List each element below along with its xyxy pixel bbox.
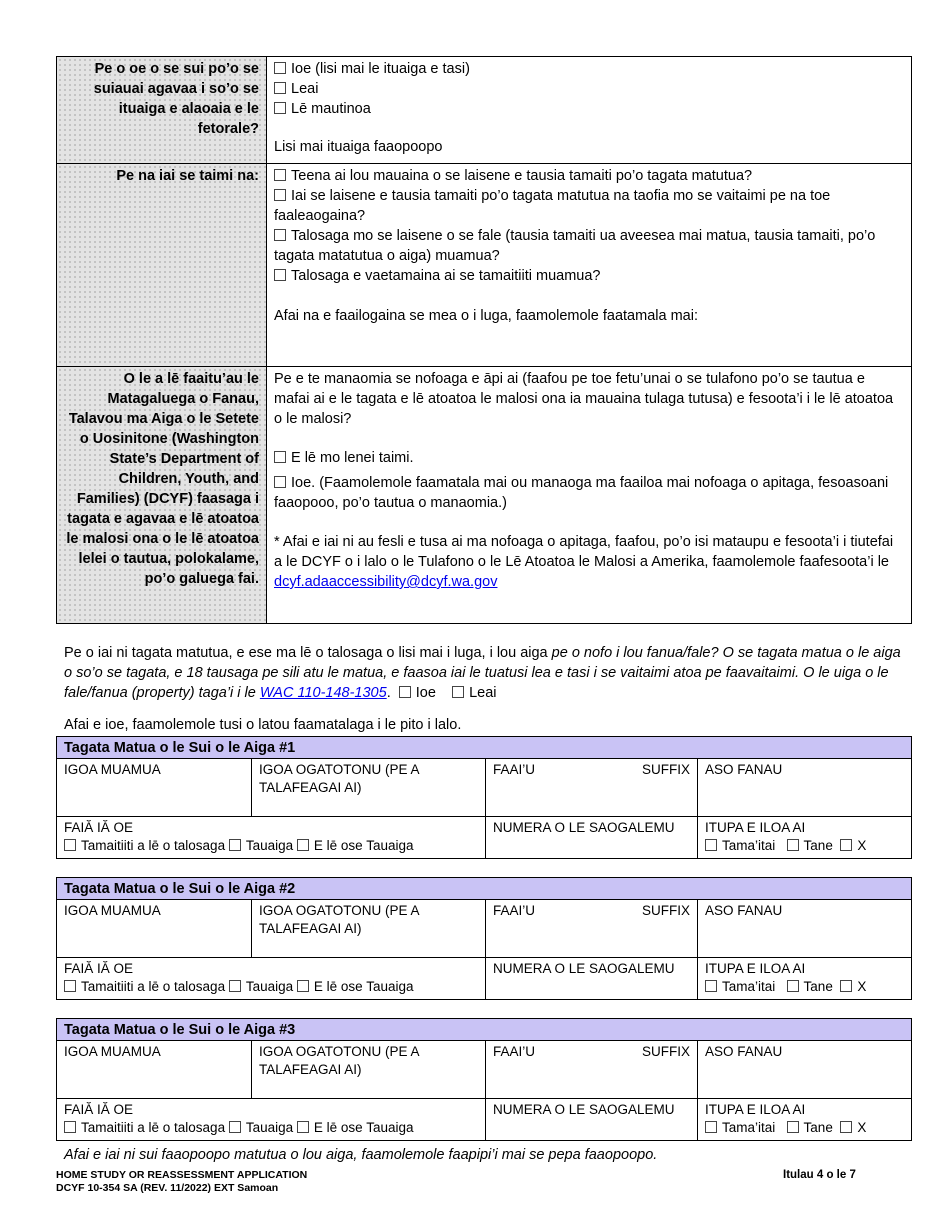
form-title: HOME STUDY OR REASSESSMENT APPLICATION <box>56 1169 308 1181</box>
rel-spouse[interactable]: Tauaiga <box>229 838 293 853</box>
phone-field[interactable]: NUMERA O LE SAOGALEMU <box>486 958 698 1000</box>
checkbox[interactable] <box>229 980 241 992</box>
relationship-field: FAIĂ IĂ OE Tamaitiiti a lē o talosaga Tauaiga E lē ose Tauaiga <box>57 958 486 1000</box>
checkbox[interactable] <box>297 1121 309 1133</box>
gender-female[interactable]: Tama’itai <box>705 838 775 853</box>
household-yes[interactable]: Ioe <box>395 685 436 701</box>
checkbox[interactable] <box>64 980 76 992</box>
member-header: Tagata Matua o le Sui o le Aiga #3 <box>57 1019 912 1041</box>
first-name-field[interactable]: IGOA MUAMUA <box>57 900 252 958</box>
dob-field[interactable]: ASO FANAU <box>698 1041 912 1099</box>
rel-spouse[interactable]: Tauaiga <box>229 979 293 994</box>
checkbox[interactable] <box>274 269 286 281</box>
question-table-wrapper <box>56 56 912 624</box>
question-row-federal-tribe <box>57 57 912 164</box>
member-table-1 <box>56 736 912 859</box>
checkbox[interactable] <box>297 980 309 992</box>
question-answer <box>267 164 912 367</box>
checkbox[interactable] <box>840 1121 852 1133</box>
rel-child[interactable]: Tamaitiiti a lē o talosaga <box>64 979 225 994</box>
question-label: O le a lē faaitu’au le Matagaluega o Fanau, Talavou ma Aiga o le Setete o Uosinitone (Washington State’s Department of Children, Youth, and Families) (DCYF) faasaga i tagata e agavaa e lē atoatoa le malosi ona o le lē atoatoa lelei o tautua, polokalame, po’o galuega fai. <box>57 367 267 624</box>
checkbox[interactable] <box>705 839 717 851</box>
member-header: Tagata Matua o le Sui o le Aiga #1 <box>57 737 912 759</box>
option-prior-application[interactable]: Talosaga mo se laisene o se fale (tausia tamaiti ua aveesea mai matua, tausia tamaiti, po’o tagata matatutua o aiga) muamua? <box>274 228 876 264</box>
checkbox[interactable] <box>452 686 464 698</box>
explain-note: Afai na e faailogaina se mea o i luga, faamolemole faatamala mai: <box>274 308 698 324</box>
household-instruction: Afai e ioe, faamolemole tusi o latou faamatalaga i le pito i lalo. <box>64 717 462 733</box>
page-number: Itulau 4 o le 7 <box>783 1169 856 1181</box>
gender-field: ITUPA E ILOA AI Tama’itai Tane X <box>698 817 912 859</box>
option-no[interactable]: Leai <box>274 79 904 99</box>
checkbox[interactable] <box>840 980 852 992</box>
phone-field[interactable]: NUMERA O LE SAOGALEMU <box>486 1099 698 1141</box>
question-label: Pe o oe o se sui po’o se suiauai agavaa i so’o se ituaiga e alaoaia e le fetorale? <box>57 57 267 164</box>
gender-female[interactable]: Tama’itai <box>705 1120 775 1135</box>
member-table-2 <box>56 877 912 1000</box>
dob-field[interactable]: ASO FANAU <box>698 900 912 958</box>
gender-field: ITUPA E ILOA AI Tama’itai Tane X <box>698 1099 912 1141</box>
checkbox[interactable] <box>840 839 852 851</box>
member-table-3 <box>56 1018 912 1141</box>
accommodation-question: Pe e te manaomia se nofoaga e āpi ai (faafou pe toe fetu’unai o se tulafono po’o se tautua e mafai ai e le tagata e lē atoatoa le malosi ona ia mauaina tulaga tutusa) e fesoota’i i le lē atoatoa o le malosi? <box>274 371 894 427</box>
ada-footnote: * Afai e iai ni au fesli e tusa ai ma nofoaga o apitaga, faafou, po’o isi mataupu e fesoota’i i tiutefai a le DCYF o i lalo o le Tulafono o le Lē Atoatoa le Malosi a Amerika, faamolemole faafesoota’i le dcyf.adaaccessibility@dcyf.wa.gov <box>274 534 894 590</box>
checkbox[interactable] <box>787 980 799 992</box>
first-name-field[interactable]: IGOA MUAMUA <box>57 1041 252 1099</box>
checkbox[interactable] <box>787 1121 799 1133</box>
question-table <box>56 56 912 624</box>
last-name-field[interactable]: IGOA OGATOTONU (PE A TALAFEAGAI AI) <box>252 759 486 817</box>
checkbox[interactable] <box>64 1121 76 1133</box>
form-number: DCYF 10-354 SA (REV. 11/2022) EXT Samoan <box>56 1182 279 1194</box>
gender-male[interactable]: Tane <box>787 1120 833 1135</box>
checkbox[interactable] <box>399 686 411 698</box>
rel-not-spouse[interactable]: E lē ose Tauaiga <box>297 838 414 853</box>
checkbox[interactable] <box>274 82 286 94</box>
gender-female[interactable]: Tama’itai <box>705 979 775 994</box>
checkbox[interactable] <box>274 451 286 463</box>
rel-not-spouse[interactable]: E lē ose Tauaiga <box>297 1120 414 1135</box>
last-name-field[interactable]: IGOA OGATOTONU (PE A TALAFEAGAI AI) <box>252 900 486 958</box>
household-no[interactable]: Leai <box>440 685 497 701</box>
closing-note: Afai e iai ni sui faaopoopo matutua o lou aiga, faamolemole faapipi’i mai se pepa faaopoopo. <box>64 1147 658 1163</box>
question-row-accommodation <box>57 367 912 624</box>
phone-field[interactable]: NUMERA O LE SAOGALEMU <box>486 817 698 859</box>
middle-suffix-field[interactable]: FAAI’U SUFFIX <box>486 1041 698 1099</box>
additional-tribes-note: Lisi mai ituaiga faaopoopo <box>274 139 443 155</box>
option-yes-accommodation[interactable]: Ioe. (Faamolemole faamatala mai ou manaoga ma faailoa mai nofoaga o apitaga, fesoasoani faaopooo, po’o tautua o manaomia.) <box>274 475 889 511</box>
checkbox[interactable] <box>705 1121 717 1133</box>
question-answer <box>267 367 912 624</box>
gender-x[interactable]: X <box>840 979 866 994</box>
middle-suffix-field[interactable]: FAAI’U SUFFIX <box>486 759 698 817</box>
form-footer <box>56 1169 307 1195</box>
gender-field: ITUPA E ILOA AI Tama’itai Tane X <box>698 958 912 1000</box>
member-header: Tagata Matua o le Sui o le Aiga #2 <box>57 878 912 900</box>
checkbox[interactable] <box>705 980 717 992</box>
checkbox[interactable] <box>274 62 286 74</box>
option-denied-license[interactable]: Teena ai lou mauaina o se laisene e tausia tamaiti po’o tagata matutua? <box>274 166 904 186</box>
relationship-field: FAIĂ IĂ OE Tamaitiiti a lē o talosaga Tauaiga E lē ose Tauaiga <box>57 817 486 859</box>
question-answer <box>267 57 912 164</box>
checkbox[interactable] <box>274 102 286 114</box>
checkbox[interactable] <box>787 839 799 851</box>
gender-x[interactable]: X <box>840 838 866 853</box>
wac-link[interactable]: WAC 110-148-1305 <box>259 685 387 701</box>
question-label: Pe na iai se taimi na: <box>57 164 267 367</box>
rel-child[interactable]: Tamaitiiti a lē o talosaga <box>64 838 225 853</box>
question-row-history <box>57 164 912 367</box>
checkbox[interactable] <box>229 839 241 851</box>
last-name-field[interactable]: IGOA OGATOTONU (PE A TALAFEAGAI AI) <box>252 1041 486 1099</box>
option-unsure[interactable]: Lē mautinoa <box>274 99 904 119</box>
option-yes[interactable]: Ioe (lisi mai le ituaiga e tasi) <box>274 59 904 79</box>
option-not-now[interactable]: E lē mo lenei taimi. <box>274 448 904 468</box>
rel-spouse[interactable]: Tauaiga <box>229 1120 293 1135</box>
dob-field[interactable]: ASO FANAU <box>698 759 912 817</box>
rel-not-spouse[interactable]: E lē ose Tauaiga <box>297 979 414 994</box>
option-prior-adoption[interactable]: Talosaga e vaetamaina ai se tamaitiiti muamua? <box>274 266 904 286</box>
rel-child[interactable]: Tamaitiiti a lē o talosaga <box>64 1120 225 1135</box>
option-suspended-license[interactable]: Iai se laisene e tausia tamaiti po’o tagata matutua na taofia mo se vaitaimi pe na toe faaleaogaina? <box>274 188 831 224</box>
checkbox[interactable] <box>64 839 76 851</box>
checkbox[interactable] <box>229 1121 241 1133</box>
checkbox[interactable] <box>274 229 286 241</box>
gender-male[interactable]: Tane <box>787 979 833 994</box>
first-name-field[interactable]: IGOA MUAMUA <box>57 759 252 817</box>
gender-x[interactable]: X <box>840 1120 866 1135</box>
relationship-field: FAIĂ IĂ OE Tamaitiiti a lē o talosaga Tauaiga E lē ose Tauaiga <box>57 1099 486 1141</box>
checkbox[interactable] <box>274 476 286 488</box>
household-question: Pe o iai ni tagata matutua, e ese ma lē o talosaga o lisi mai i luga, i lou aiga pe o nofo i lou fanua/fale? O se tagata matua o le aiga o so’o se tagata, e 18 tausaga pe sili atu le matua, e faasoa iai le tuatusi lea e tasi i se vaitaimi atoa pe faavaitaimi. O le uiga o le fale/fanua (property) taga’i i le WAC 110-148-1305. Ioe Leai <box>64 645 901 701</box>
checkbox[interactable] <box>274 169 286 181</box>
middle-suffix-field[interactable]: FAAI’U SUFFIX <box>486 900 698 958</box>
checkbox[interactable] <box>297 839 309 851</box>
checkbox[interactable] <box>274 189 286 201</box>
ada-email-link[interactable]: dcyf.adaaccessibility@dcyf.wa.gov <box>274 574 498 590</box>
gender-male[interactable]: Tane <box>787 838 833 853</box>
